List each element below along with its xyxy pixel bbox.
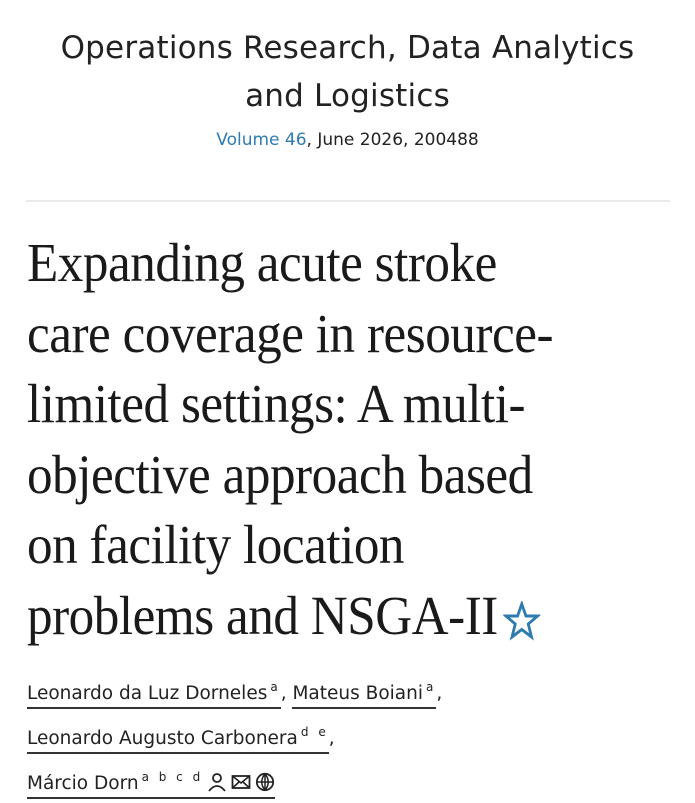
separator: , bbox=[436, 683, 443, 704]
affiliation-marker[interactable]: a b c d bbox=[141, 770, 204, 784]
person-icon[interactable] bbox=[207, 772, 227, 792]
author-link[interactable] bbox=[27, 680, 281, 709]
journal-title-line1: Operations Research, Data Analytics bbox=[60, 30, 635, 66]
affiliation-marker[interactable]: a bbox=[270, 680, 281, 694]
divider bbox=[26, 200, 670, 202]
envelope-icon[interactable] bbox=[231, 772, 251, 792]
title-line-last bbox=[27, 581, 641, 652]
title-line: Expanding acute stroke bbox=[27, 232, 497, 293]
author-list bbox=[27, 668, 687, 803]
author-name: Leonardo Augusto Carbonera bbox=[27, 728, 298, 749]
journal-title-line2: and Logistics bbox=[245, 78, 450, 114]
title-line: objective approach based bbox=[27, 443, 533, 505]
star-outline-icon[interactable] bbox=[503, 601, 540, 641]
article-title bbox=[27, 228, 687, 651]
journal-title[interactable] bbox=[0, 24, 695, 120]
volume-info bbox=[0, 130, 695, 150]
author-name: Márcio Dorn bbox=[27, 773, 139, 794]
separator: , bbox=[280, 683, 293, 704]
author-link[interactable] bbox=[27, 725, 329, 754]
separator: , bbox=[328, 728, 335, 749]
title-line: on facility location bbox=[27, 514, 405, 575]
volume-link[interactable]: Volume 46 bbox=[216, 130, 307, 150]
author-link[interactable] bbox=[292, 680, 437, 709]
affiliation-marker[interactable]: d e bbox=[300, 725, 329, 739]
author-link[interactable] bbox=[27, 770, 275, 799]
title-line: care coverage in resource- bbox=[27, 302, 554, 364]
author-name: Leonardo da Luz Dorneles bbox=[27, 683, 268, 704]
author-row bbox=[27, 713, 687, 758]
globe-icon[interactable] bbox=[255, 772, 275, 792]
title-line: limited settings: A multi- bbox=[27, 373, 526, 434]
title-line-text: problems and NSGA-II bbox=[27, 584, 498, 646]
author-row bbox=[27, 758, 687, 803]
author-name: Mateus Boiani bbox=[292, 683, 423, 704]
volume-details: , June 2026, 200488 bbox=[306, 130, 479, 150]
author-row bbox=[27, 668, 687, 713]
affiliation-marker[interactable]: a bbox=[426, 680, 437, 694]
